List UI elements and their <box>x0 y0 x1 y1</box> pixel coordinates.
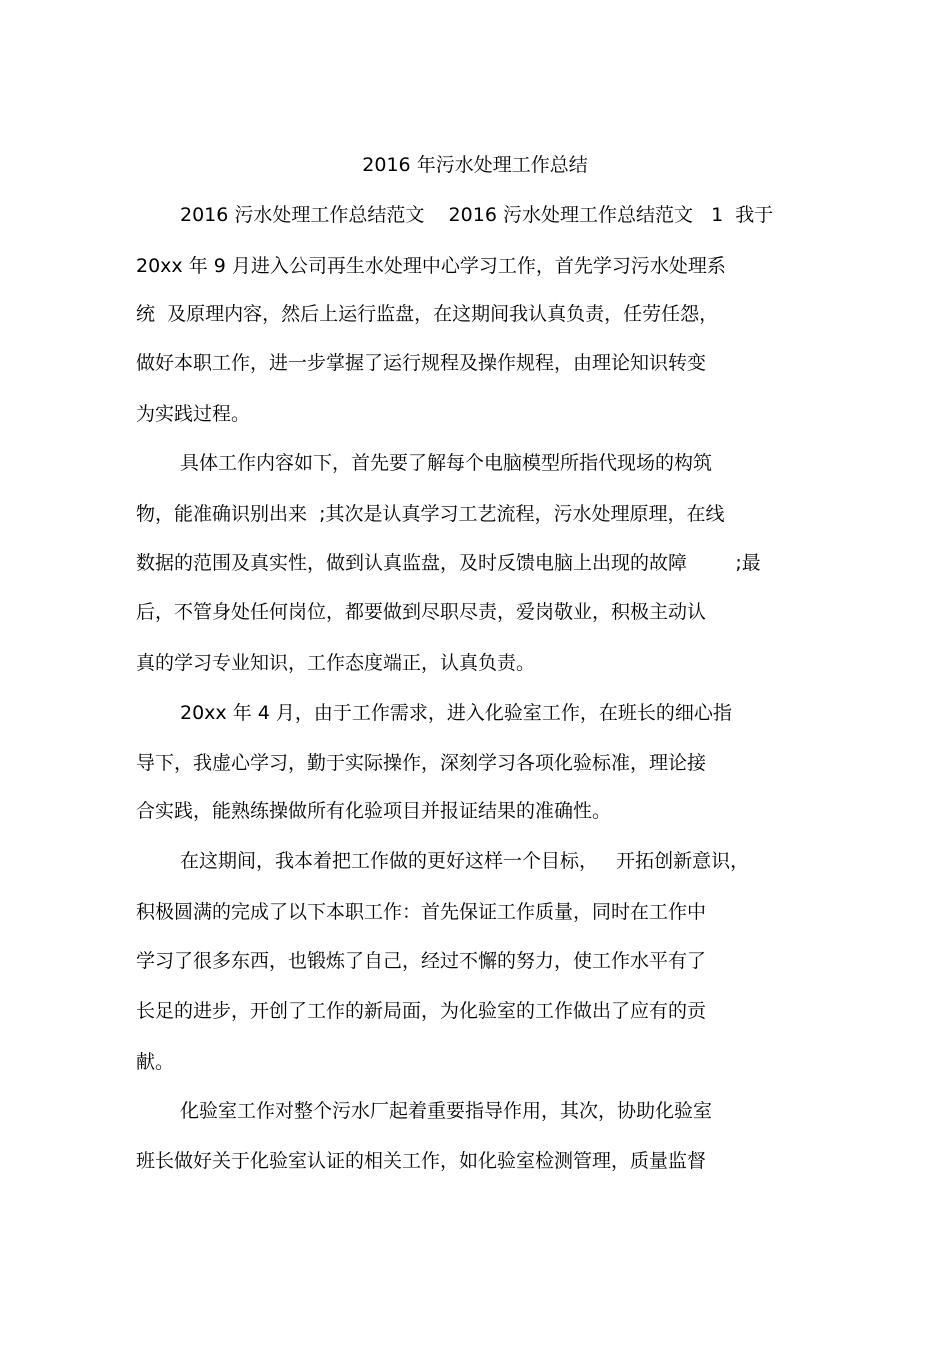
paragraph-line: 在这期间，我本着把工作做的更好这样一个目标， 开拓创新意识， <box>180 850 750 872</box>
paragraph-line: 化验室工作对整个污水厂起着重要指导作用，其次，协助化验室 <box>180 1100 713 1122</box>
paragraph-line: 导下，我虚心学习，勤于实际操作，深刻学习各项化验标准，理论接 <box>136 752 707 774</box>
paragraph-line: 具体工作内容如下，首先要了解每个电脑模型所指代现场的构筑 <box>180 452 713 474</box>
paragraph-line: 20xx 年 4 月，由于工作需求，进入化验室工作，在班长的细心指 <box>180 702 732 724</box>
paragraph-line: 班长做好关于化验室认证的相关工作，如化验室检测管理，质量监督 <box>136 1150 707 1172</box>
paragraph-line: 积极圆满的完成了以下本职工作：首先保证工作质量，同时在工作中 <box>136 901 707 923</box>
paragraph-line: 献。 <box>136 1051 175 1073</box>
paragraph-line: 统 及原理内容，然后上运行监盘，在这期间我认真负责，任劳任怨， <box>136 303 719 325</box>
paragraph-line: 为实践过程。 <box>136 403 251 425</box>
paragraph-line: 后，不管身处任何岗位，都要做到尽职尽责，爱岗敬业，积极主动认 <box>136 601 707 623</box>
paragraph-line: 20xx 年 9 月进入公司再生水处理中心学习工作，首先学习污水处理系 <box>136 255 726 277</box>
paragraph-line: 合实践，能熟练操做所有化验项目并报证结果的准确性。 <box>136 800 612 822</box>
paragraph-line: 数据的范围及真实性，做到认真监盘，及时反馈电脑上出现的故障 ;最 <box>136 552 761 574</box>
paragraph-line: 2016 污水处理工作总结范文 2016 污水处理工作总结范文 1 我于 <box>180 204 774 226</box>
paragraph-line: 真的学习专业知识，工作态度端正，认真负责。 <box>136 652 536 674</box>
document-title: 2016 年污水处理工作总结 <box>362 154 588 176</box>
paragraph-line: 做好本职工作，进一步掌握了运行规程及操作规程，由理论知识转变 <box>136 352 707 374</box>
paragraph-line: 学习了很多东西，也锻炼了自己，经过不懈的努力，使工作水平有了 <box>136 950 707 972</box>
paragraph-line: 物，能准确识别出来 ;其次是认真学习工艺流程，污水处理原理，在线 <box>136 503 725 525</box>
paragraph-line: 长足的进步，开创了工作的新局面，为化验室的工作做出了应有的贡 <box>136 1000 707 1022</box>
